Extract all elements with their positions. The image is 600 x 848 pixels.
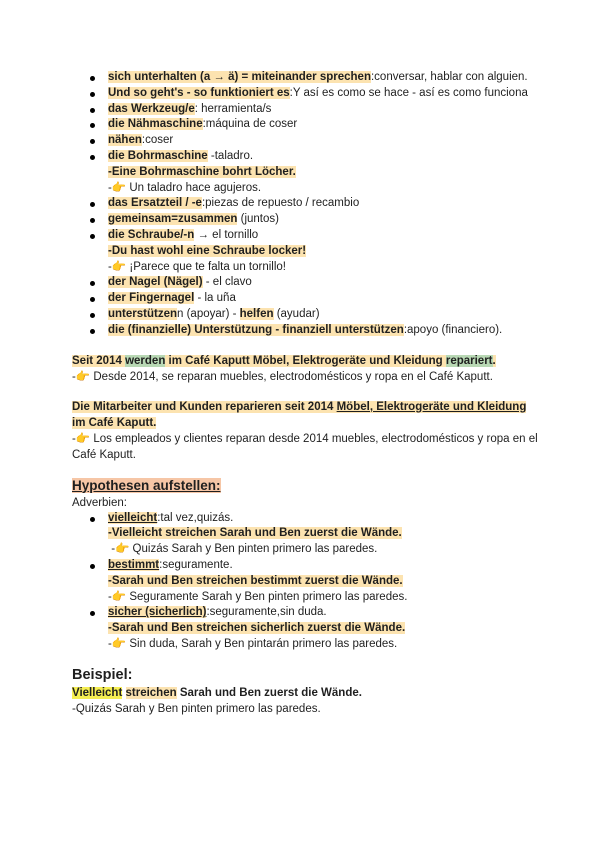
adverbs-label: Adverbien: <box>72 496 127 509</box>
hypotheses-heading: Hypothesen aufstellen: <box>72 477 221 493</box>
active-translation: -👉 Los empleados y clientes reparan desde 2014 muebles, electrodomésticos y ropa en el Café Kaputt. <box>72 432 538 461</box>
document-page <box>72 70 542 717</box>
pointing-hand-icon: 👉 <box>75 432 91 445</box>
list-item: das Werkzeug/e: herramienta/s <box>108 102 542 118</box>
passive-sentence: Seit 2014 werden im Café Kaputt Möbel, Elektrogeräte und Kleidung repariert. <box>72 354 496 367</box>
list-item: die Schraube/-n → el tornillo -Du hast wohl eine Schraube locker! -👉 ¡Parece que te falta un tornillo! <box>108 228 542 275</box>
list-item: bestimmt:seguramente. -Sarah und Ben streichen bestimmt zuerst die Wände. -👉 Seguramente Sarah y Ben pinten primero las paredes. <box>108 558 542 605</box>
adverb-list <box>72 511 542 653</box>
list-item: Und so geht's - so funktioniert es:Y así es como se hace - así es como funciona <box>108 86 542 102</box>
example-heading: Beispiel: <box>72 666 133 683</box>
list-item: sicher (sicherlich):seguramente,sin duda. -Sarah und Ben streichen sicherlich zuerst die Wände. -👉 Sin duda, Sarah y Ben pintarán primero las paredes. <box>108 605 542 652</box>
active-sentence: Die Mitarbeiter und Kunden reparieren seit 2014 Möbel, Elektrogeräte und Kleidung im Café Kaputt. <box>72 400 527 429</box>
list-item: der Fingernagel - la uña <box>108 291 542 307</box>
pointing-hand-icon: 👉 <box>111 181 127 194</box>
list-item: sich unterhalten (a → ä) = miteinander sprechen:conversar, hablar con alguien. <box>108 70 542 86</box>
list-item: gemeinsam=zusammen (juntos) <box>108 212 542 228</box>
pointing-hand-icon: 👉 <box>115 543 130 556</box>
list-item: die (finanzielle) Unterstützung - finanziell unterstützen:apoyo (financiero). <box>108 323 542 339</box>
list-item: vielleicht:tal vez,quizás. -Vielleicht streichen Sarah und Ben zuerst die Wände. -👉 Quizás Sarah y Ben pinten primero las paredes. <box>108 511 542 558</box>
list-item: die Bohrmaschine -taladro. -Eine Bohrmaschine bohrt Löcher. -👉 Un taladro hace agujeros. <box>108 149 542 196</box>
vocab-list <box>72 70 542 339</box>
list-item: nähen:coser <box>108 133 542 149</box>
pointing-hand-icon: 👉 <box>111 637 127 650</box>
example-translation: -Quizás Sarah y Ben pinten primero las paredes. <box>72 702 321 715</box>
passive-translation: -👉 Desde 2014, se reparan muebles, electrodomésticos y ropa en el Café Kaputt. <box>72 370 493 383</box>
list-item: das Ersatzteil / -e:piezas de repuesto / recambio <box>108 196 542 212</box>
list-item: die Nähmaschine:máquina de coser <box>108 117 542 133</box>
example-sentence: Vielleicht streichen Sarah und Ben zuerst die Wände. <box>72 686 362 699</box>
pointing-hand-icon: 👉 <box>75 370 91 383</box>
pointing-hand-icon: 👉 <box>111 260 127 273</box>
pointing-hand-icon: 👉 <box>111 590 127 603</box>
list-item: unterstützenn (apoyar) - helfen (ayudar) <box>108 307 542 323</box>
list-item: der Nagel (Nägel) - el clavo <box>108 275 542 291</box>
